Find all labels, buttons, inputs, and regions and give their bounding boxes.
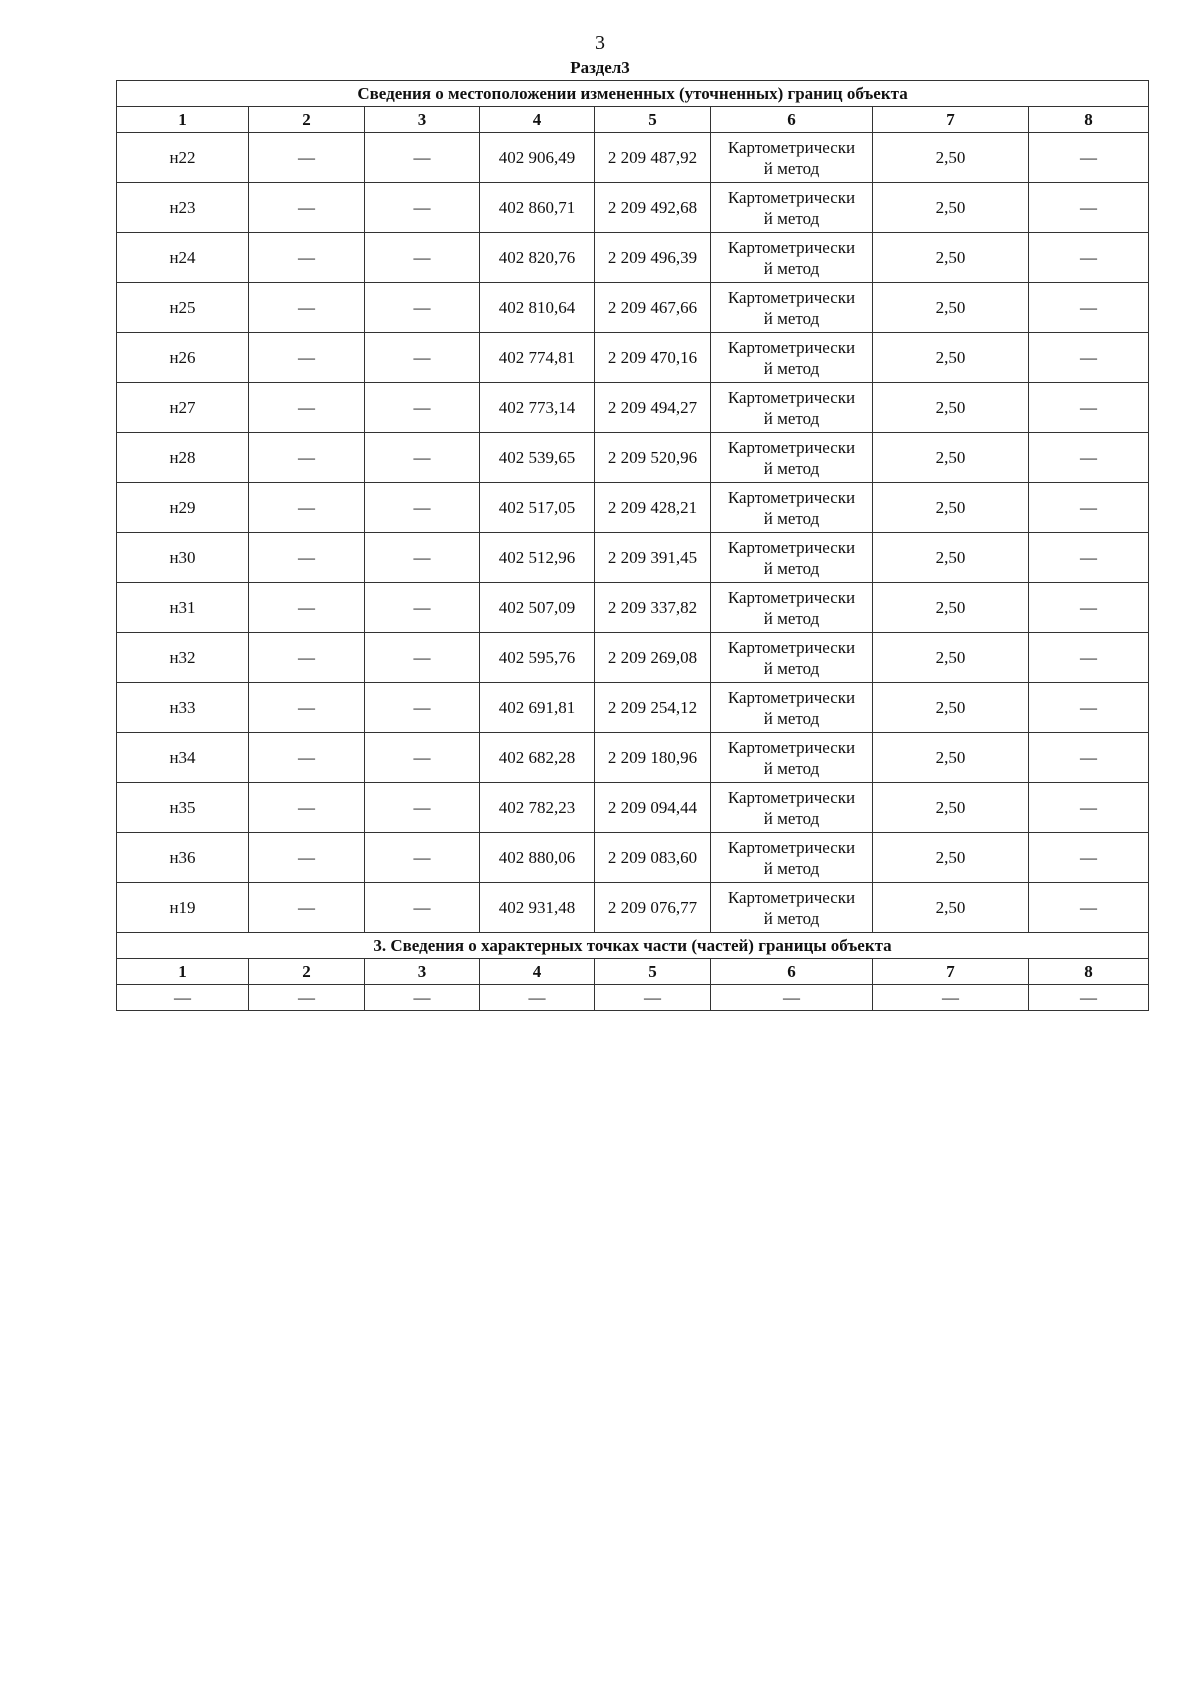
point-cell: н33 — [117, 683, 249, 733]
dash-cell: — — [1029, 183, 1149, 233]
method-line: й метод — [763, 658, 820, 678]
empty-cell: — — [873, 985, 1029, 1011]
method-line: й метод — [763, 808, 820, 828]
column-number: 5 — [595, 107, 711, 133]
method-line: й метод — [763, 308, 820, 328]
column-number: 3 — [365, 959, 480, 985]
accuracy-cell: 2,50 — [873, 133, 1029, 183]
dash-cell: — — [249, 283, 365, 333]
point-cell: н29 — [117, 483, 249, 533]
dash-cell: — — [1029, 883, 1149, 933]
table-row — [117, 883, 1149, 933]
column-number: 6 — [711, 107, 873, 133]
method-cell — [711, 533, 873, 583]
table-row — [117, 483, 1149, 533]
dash-cell: — — [365, 483, 480, 533]
accuracy-cell: 2,50 — [873, 283, 1029, 333]
method-cell — [711, 333, 873, 383]
method-line: Картометрически — [727, 587, 856, 607]
empty-cell: — — [711, 985, 873, 1011]
method-line: Картометрически — [727, 187, 856, 207]
accuracy-cell: 2,50 — [873, 233, 1029, 283]
section3-title-row — [117, 933, 1149, 959]
x-coordinate-cell: 402 810,64 — [480, 283, 595, 333]
accuracy-cell: 2,50 — [873, 733, 1029, 783]
method-cell — [711, 283, 873, 333]
dash-cell: — — [249, 483, 365, 533]
x-coordinate-cell: 402 860,71 — [480, 183, 595, 233]
table-title-row — [117, 81, 1149, 107]
dash-cell: — — [365, 833, 480, 883]
method-cell — [711, 483, 873, 533]
method-cell — [711, 783, 873, 833]
y-coordinate-cell: 2 209 083,60 — [595, 833, 711, 883]
point-cell: н25 — [117, 283, 249, 333]
accuracy-cell: 2,50 — [873, 883, 1029, 933]
column-number: 5 — [595, 959, 711, 985]
dash-cell: — — [1029, 233, 1149, 283]
column-number: 6 — [711, 959, 873, 985]
method-line: й метод — [763, 908, 820, 928]
column-number: 1 — [117, 107, 249, 133]
method-line: й метод — [763, 458, 820, 478]
dash-cell: — — [1029, 433, 1149, 483]
dash-cell: — — [365, 533, 480, 583]
section-label: Раздел3 — [570, 58, 630, 77]
dash-cell: — — [1029, 333, 1149, 383]
y-coordinate-cell: 2 209 094,44 — [595, 783, 711, 833]
table-title: Сведения о местоположении измененных (уточненных) границ объекта — [117, 81, 1149, 107]
method-line: Картометрически — [727, 837, 856, 857]
dash-cell: — — [365, 133, 480, 183]
column-number: 4 — [480, 107, 595, 133]
column-number: 4 — [480, 959, 595, 985]
dash-cell: — — [1029, 483, 1149, 533]
method-line: Картометрически — [727, 237, 856, 257]
method-line: й метод — [763, 758, 820, 778]
y-coordinate-cell: 2 209 076,77 — [595, 883, 711, 933]
dash-cell: — — [365, 583, 480, 633]
dash-cell: — — [365, 333, 480, 383]
x-coordinate-cell: 402 820,76 — [480, 233, 595, 283]
method-line: й метод — [763, 708, 820, 728]
point-cell: н36 — [117, 833, 249, 883]
x-coordinate-cell: 402 691,81 — [480, 683, 595, 733]
dash-cell: — — [249, 883, 365, 933]
accuracy-cell: 2,50 — [873, 333, 1029, 383]
empty-cell: — — [595, 985, 711, 1011]
table-row — [117, 583, 1149, 633]
method-cell — [711, 433, 873, 483]
table-row — [117, 333, 1149, 383]
x-coordinate-cell: 402 880,06 — [480, 833, 595, 883]
dash-cell: — — [365, 733, 480, 783]
column-number: 8 — [1029, 959, 1149, 985]
dash-cell: — — [1029, 133, 1149, 183]
dash-cell: — — [249, 583, 365, 633]
section3-title: 3. Сведения о характерных точках части (частей) границы объекта — [117, 933, 1149, 959]
method-line: Картометрически — [727, 737, 856, 757]
x-coordinate-cell: 402 774,81 — [480, 333, 595, 383]
empty-cell: — — [1029, 985, 1149, 1011]
dash-cell: — — [1029, 383, 1149, 433]
page-number: 3 — [595, 32, 605, 54]
y-coordinate-cell: 2 209 391,45 — [595, 533, 711, 583]
x-coordinate-cell: 402 517,05 — [480, 483, 595, 533]
dash-cell: — — [365, 233, 480, 283]
accuracy-cell: 2,50 — [873, 183, 1029, 233]
dash-cell: — — [249, 183, 365, 233]
table-row — [117, 633, 1149, 683]
y-coordinate-cell: 2 209 492,68 — [595, 183, 711, 233]
y-coordinate-cell: 2 209 520,96 — [595, 433, 711, 483]
dash-cell: — — [249, 383, 365, 433]
table-row — [117, 183, 1149, 233]
y-coordinate-cell: 2 209 428,21 — [595, 483, 711, 533]
point-cell: н22 — [117, 133, 249, 183]
method-line: Картометрически — [727, 537, 856, 557]
accuracy-cell: 2,50 — [873, 483, 1029, 533]
table-row — [117, 533, 1149, 583]
dash-cell: — — [1029, 783, 1149, 833]
column-number: 3 — [365, 107, 480, 133]
method-line: й метод — [763, 158, 820, 178]
accuracy-cell: 2,50 — [873, 383, 1029, 433]
table-row — [117, 733, 1149, 783]
x-coordinate-cell: 402 507,09 — [480, 583, 595, 633]
y-coordinate-cell: 2 209 494,27 — [595, 383, 711, 433]
x-coordinate-cell: 402 595,76 — [480, 633, 595, 683]
point-cell: н19 — [117, 883, 249, 933]
dash-cell: — — [249, 833, 365, 883]
method-cell — [711, 833, 873, 883]
dash-cell: — — [249, 433, 365, 483]
column-number-row — [117, 107, 1149, 133]
y-coordinate-cell: 2 209 269,08 — [595, 633, 711, 683]
y-coordinate-cell: 2 209 470,16 — [595, 333, 711, 383]
table-row — [117, 433, 1149, 483]
dash-cell: — — [365, 433, 480, 483]
dash-cell: — — [365, 883, 480, 933]
y-coordinate-cell: 2 209 254,12 — [595, 683, 711, 733]
x-coordinate-cell: 402 782,23 — [480, 783, 595, 833]
x-coordinate-cell: 402 512,96 — [480, 533, 595, 583]
method-cell — [711, 583, 873, 633]
dash-cell: — — [249, 533, 365, 583]
dash-cell: — — [1029, 283, 1149, 333]
x-coordinate-cell: 402 773,14 — [480, 383, 595, 433]
method-line: Картометрически — [727, 337, 856, 357]
method-cell — [711, 233, 873, 283]
dash-cell: — — [1029, 633, 1149, 683]
dash-cell: — — [365, 383, 480, 433]
dash-cell: — — [365, 783, 480, 833]
table-row — [117, 383, 1149, 433]
accuracy-cell: 2,50 — [873, 583, 1029, 633]
boundary-table — [116, 80, 1149, 1011]
section3-empty-row — [117, 985, 1149, 1011]
point-cell: н34 — [117, 733, 249, 783]
y-coordinate-cell: 2 209 337,82 — [595, 583, 711, 633]
dash-cell: — — [249, 783, 365, 833]
y-coordinate-cell: 2 209 496,39 — [595, 233, 711, 283]
table-row — [117, 133, 1149, 183]
method-line: Картометрически — [727, 687, 856, 707]
dash-cell: — — [249, 683, 365, 733]
dash-cell: — — [249, 133, 365, 183]
table-row — [117, 283, 1149, 333]
dash-cell: — — [1029, 833, 1149, 883]
y-coordinate-cell: 2 209 487,92 — [595, 133, 711, 183]
dash-cell: — — [1029, 683, 1149, 733]
accuracy-cell: 2,50 — [873, 833, 1029, 883]
dash-cell: — — [249, 233, 365, 283]
accuracy-cell: 2,50 — [873, 633, 1029, 683]
x-coordinate-cell: 402 539,65 — [480, 433, 595, 483]
dash-cell: — — [1029, 583, 1149, 633]
method-cell — [711, 733, 873, 783]
y-coordinate-cell: 2 209 467,66 — [595, 283, 711, 333]
point-cell: н32 — [117, 633, 249, 683]
dash-cell: — — [249, 333, 365, 383]
point-cell: н23 — [117, 183, 249, 233]
column-number: 7 — [873, 107, 1029, 133]
table-row — [117, 233, 1149, 283]
dash-cell: — — [249, 633, 365, 683]
method-line: Картометрически — [727, 287, 856, 307]
dash-cell: — — [1029, 733, 1149, 783]
method-line: Картометрически — [727, 487, 856, 507]
column-number: 8 — [1029, 107, 1149, 133]
method-line: Картометрически — [727, 637, 856, 657]
table-row — [117, 783, 1149, 833]
point-cell: н30 — [117, 533, 249, 583]
table-row — [117, 683, 1149, 733]
method-cell — [711, 133, 873, 183]
method-line: й метод — [763, 408, 820, 428]
empty-cell: — — [480, 985, 595, 1011]
point-cell: н28 — [117, 433, 249, 483]
dash-cell: — — [365, 683, 480, 733]
method-line: Картометрически — [727, 137, 856, 157]
empty-cell: — — [365, 985, 480, 1011]
table-row — [117, 833, 1149, 883]
method-line: й метод — [763, 358, 820, 378]
x-coordinate-cell: 402 682,28 — [480, 733, 595, 783]
y-coordinate-cell: 2 209 180,96 — [595, 733, 711, 783]
column-number: 7 — [873, 959, 1029, 985]
method-line: й метод — [763, 508, 820, 528]
accuracy-cell: 2,50 — [873, 533, 1029, 583]
empty-cell: — — [117, 985, 249, 1011]
point-cell: н26 — [117, 333, 249, 383]
method-line: Картометрически — [727, 887, 856, 907]
accuracy-cell: 2,50 — [873, 783, 1029, 833]
column-number: 2 — [249, 959, 365, 985]
dash-cell: — — [365, 633, 480, 683]
point-cell: н27 — [117, 383, 249, 433]
method-line: Картометрически — [727, 437, 856, 457]
accuracy-cell: 2,50 — [873, 433, 1029, 483]
method-line: й метод — [763, 608, 820, 628]
method-cell — [711, 683, 873, 733]
x-coordinate-cell: 402 906,49 — [480, 133, 595, 183]
method-line: й метод — [763, 258, 820, 278]
method-cell — [711, 383, 873, 433]
method-line: Картометрически — [727, 387, 856, 407]
table-body — [117, 81, 1149, 1011]
method-line: й метод — [763, 558, 820, 578]
x-coordinate-cell: 402 931,48 — [480, 883, 595, 933]
method-cell — [711, 633, 873, 683]
method-cell — [711, 183, 873, 233]
point-cell: н35 — [117, 783, 249, 833]
accuracy-cell: 2,50 — [873, 683, 1029, 733]
dash-cell: — — [1029, 533, 1149, 583]
method-cell — [711, 883, 873, 933]
empty-cell: — — [249, 985, 365, 1011]
column-number: 1 — [117, 959, 249, 985]
method-line: й метод — [763, 208, 820, 228]
method-line: й метод — [763, 858, 820, 878]
dash-cell: — — [249, 733, 365, 783]
column-number: 2 — [249, 107, 365, 133]
dash-cell: — — [365, 283, 480, 333]
method-line: Картометрически — [727, 787, 856, 807]
point-cell: н31 — [117, 583, 249, 633]
dash-cell: — — [365, 183, 480, 233]
section3-column-number-row — [117, 959, 1149, 985]
point-cell: н24 — [117, 233, 249, 283]
